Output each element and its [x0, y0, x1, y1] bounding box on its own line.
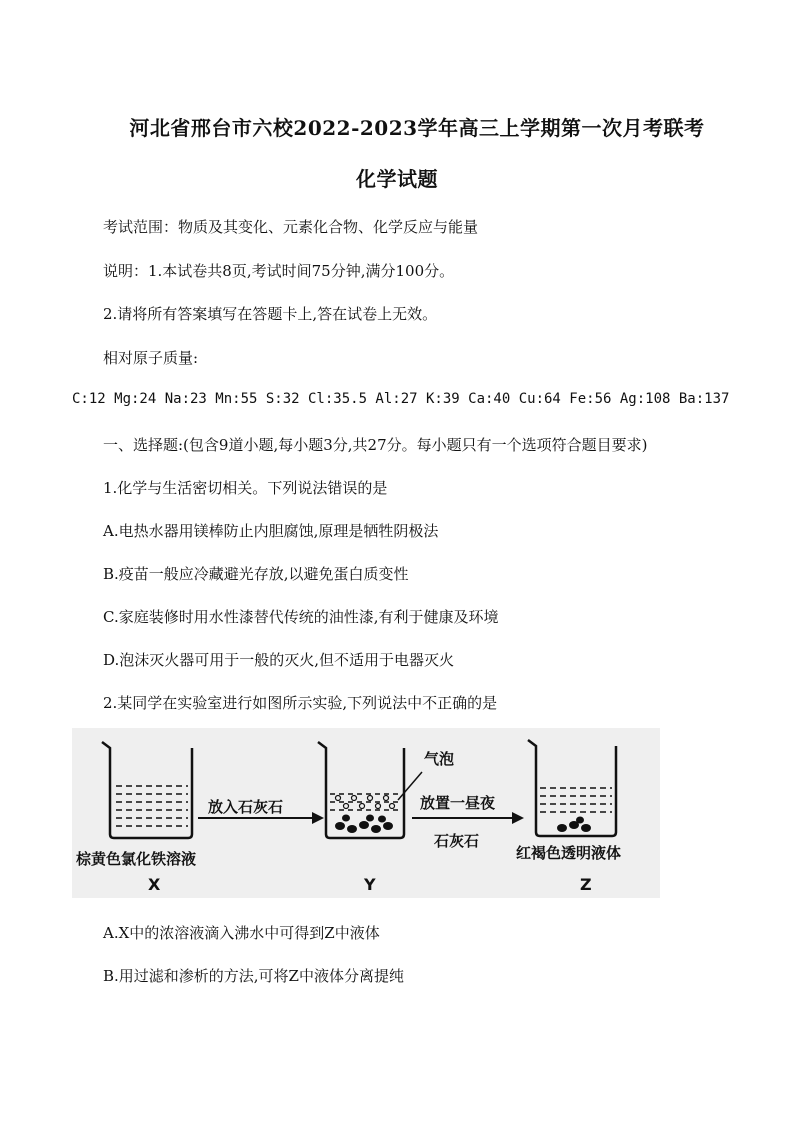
question-2-option-b: B.用过滤和渗析的方法,可将Z中液体分离提纯 [103, 967, 404, 985]
label-step-2: 放置一昼夜 [420, 794, 496, 812]
exam-note-2: 2.请将所有答案填写在答题卡上,答在试卷上无效。 [103, 305, 438, 323]
label-limestone: 石灰石 [434, 832, 480, 850]
question-1-option-c: C.家庭装修时用水性漆替代传统的油性漆,有利于健康及环境 [103, 608, 499, 626]
letter-x: X [148, 875, 161, 894]
letter-y: Y [364, 875, 376, 894]
beaker-y [318, 742, 422, 838]
beaker-z [528, 740, 616, 836]
atomic-mass-label: 相对原子质量: [103, 349, 199, 367]
experiment-diagram [72, 728, 660, 898]
question-1-option-b: B.疫苗一般应冷藏避光存放,以避免蛋白质变性 [103, 565, 409, 583]
question-2-stem: 2.某同学在实验室进行如图所示实验,下列说法中不正确的是 [103, 694, 498, 712]
label-z-liquid: 红褐色透明液体 [516, 844, 622, 862]
label-x-solution: 棕黄色氯化铁溶液 [76, 850, 197, 868]
exam-note-1: 说明：1.本试卷共8页,考试时间75分钟,满分100分。 [103, 262, 455, 280]
question-1-stem: 1.化学与生活密切相关。下列说法错误的是 [103, 479, 388, 497]
section-heading: 一、选择题:(包含9道小题,每小题3分,共27分。每小题只有一个选项符合题目要求) [103, 436, 648, 454]
exam-scope: 考试范围：物质及其变化、元素化合物、化学反应与能量 [103, 218, 479, 236]
label-step-1: 放入石灰石 [208, 798, 284, 816]
question-1-option-a: A.电热水器用镁棒防止内胆腐蚀,原理是牺牲阴极法 [103, 522, 439, 540]
exam-title: 河北省邢台市六校2022-2023学年高三上学期第一次月考联考 [129, 116, 705, 140]
arrow-step-2 [412, 812, 524, 824]
letter-z: Z [580, 875, 592, 894]
question-2-option-a: A.X中的浓溶液滴入沸水中可得到Z中液体 [103, 924, 380, 942]
question-1-option-d: D.泡沫灭火器可用于一般的灭火,但不适用于电器灭火 [103, 651, 455, 669]
atomic-mass-list: C:12 Mg:24 Na:23 Mn:55 S:32 Cl:35.5 Al:27 K:39 Ca:40 Cu:64 Fe:56 Ag:108 Ba:137 [72, 391, 730, 407]
beaker-x [102, 742, 192, 838]
exam-subtitle: 化学试题 [356, 167, 438, 191]
label-bubbles: 气泡 [424, 750, 455, 768]
experiment-figure [72, 728, 660, 898]
